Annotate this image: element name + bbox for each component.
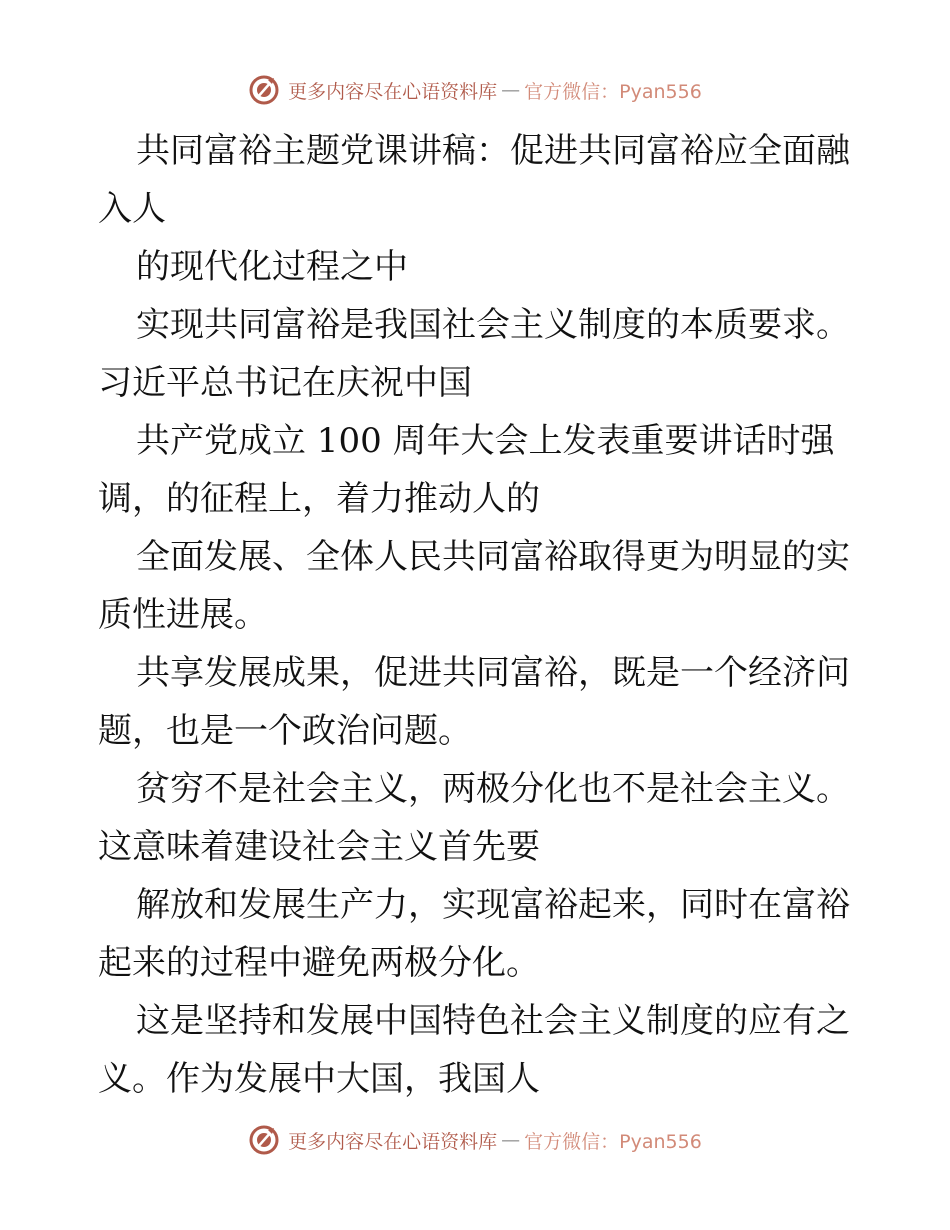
watermark-left-text: 更多内容尽在心语资料库	[288, 1130, 498, 1153]
paragraph-line: 义。作为发展中大国，我国人	[98, 1059, 540, 1099]
paragraph-4	[98, 412, 858, 528]
paragraph-line: 共同富裕主题党课讲稿：促进共同富裕应全面融	[136, 131, 850, 171]
paragraph-7	[98, 760, 858, 876]
paragraph-line: 这是坚持和发展中国特色社会主义制度的应有之	[136, 1001, 850, 1041]
watermark-right-text: 官方微信：Pyan556	[524, 1130, 702, 1153]
watermark-right-text: 官方微信：Pyan556	[524, 80, 702, 103]
watermark-left-text: 更多内容尽在心语资料库	[288, 80, 498, 103]
paragraph-line: 共产党成立 100 周年大会上发表重要讲话时强	[136, 421, 835, 461]
paragraph-line: 调，的征程上，着力推动人的	[98, 479, 540, 519]
paragraph-5	[98, 528, 858, 644]
paragraph-6	[98, 644, 858, 760]
paragraph-1	[98, 122, 858, 238]
paragraph-line: 实现共同富裕是我国社会主义制度的本质要求。	[136, 305, 850, 345]
paragraph-line: 题，也是一个政治问题。	[98, 711, 472, 751]
paragraph-line: 贫穷不是社会主义，两极分化也不是社会主义。	[136, 769, 850, 809]
paragraph-8	[98, 876, 858, 992]
pen-seal-icon	[248, 1124, 280, 1156]
paragraph-line: 起来的过程中避免两极分化。	[98, 943, 540, 983]
pen-seal-icon	[248, 74, 280, 106]
paragraph-line: 入人	[98, 189, 166, 229]
header-watermark	[0, 70, 950, 110]
paragraph-line: 解放和发展生产力，实现富裕起来，同时在富裕	[136, 885, 850, 925]
paragraph-line: 习近平总书记在庆祝中国	[98, 363, 472, 403]
paragraph-line: 的现代化过程之中	[136, 247, 408, 287]
watermark-separator: —	[501, 79, 521, 101]
watermark-separator: —	[501, 1129, 521, 1151]
paragraph-line: 质性进展。	[98, 595, 268, 635]
footer-watermark	[0, 1120, 950, 1160]
document-body	[98, 122, 858, 1108]
paragraph-line: 共享发展成果，促进共同富裕，既是一个经济问	[136, 653, 850, 693]
paragraph-line: 这意味着建设社会主义首先要	[98, 827, 540, 867]
paragraph-9	[98, 992, 858, 1108]
paragraph-3	[98, 296, 858, 412]
paragraph-line: 全面发展、全体人民共同富裕取得更为明显的实	[136, 537, 850, 577]
paragraph-2	[98, 238, 858, 296]
